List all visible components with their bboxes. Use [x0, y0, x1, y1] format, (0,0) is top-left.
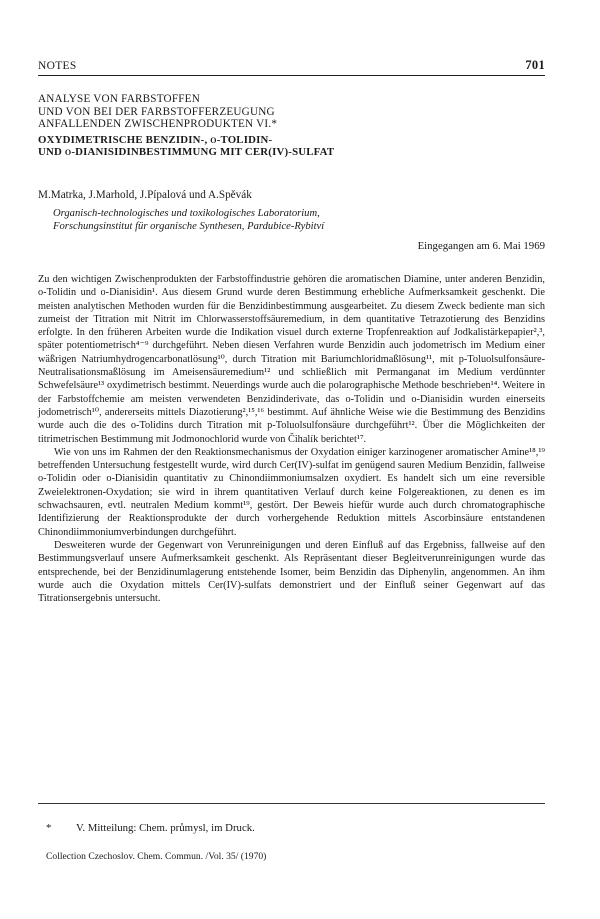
subtitle-line: OXYDIMETRISCHE BENZIDIN-, o-TOLIDIN-	[38, 133, 273, 146]
title-line: ANFALLENDEN ZWISCHENPRODUKTEN VI.*	[38, 118, 278, 131]
body-text	[38, 273, 545, 605]
authors: M.Matrka, J.Marhold, J.Pípalová und A.Spěvák	[38, 189, 252, 201]
footnote	[46, 822, 255, 834]
footnote-mark: *	[46, 822, 52, 834]
paragraph: Zu den wichtigen Zwischenprodukten der Farbstoffindustrie gehören die aromatischen Diamine, unter anderen Benzidin, o-Tolidin und o-Dianisidin¹. Aus diesem Grund wurde deren Bestimmung erhebliche Aufmerksamkeit geschenkt. Die meisten analytischen Methoden wurden für die Benzidinbestimmung ausgearbeitet. Zu diesem Zweck bediente man sich zumeist der Titration mit Nitrit im Chlorwasserstoffsäuremedium, in dem quantitative Tetrazotierung des Benzidins erfolgte. In den früheren Arbeiten wurde die Indikation visuel durch externe Tropfenreaktion auf Jodkalistärkepapier²,³, später potentiometrisch⁴⁻⁹ durchgeführt. Neben diesen Verfahren wurde Benzidin auch jodometrisch im Medium einer wäßrigen Natriumhydrogencarbonatlösung¹⁰, durch Titration mit Bariumchloridmaßlösung¹¹, mit p-Toluolsulfonsäure-Neutralisationsmaßlösung im Ameisensäuremedium¹² und schließlich mit Permanganat im Medium verdünnter Schwefelsäure¹³ oxydimetrisch bestimmt. Neuerdings wurde auch die polarographische Methode beschrieben¹⁴. Weitere in der Farbstoffchemie am meisten verwendeten Benzidinderivate, das o-Tolidin und o-Dianisidin wurden einerseits jodometrisch¹⁰, andererseits mittels Diazotierung²,¹⁵,¹⁶ bestimmt. Auf ähnliche Weise wie die Bestimmung des Benzidins wurde auch die des o-Tolidins durch Titration mit p-Toluolsulfonsäure durchgeführt¹². Über die Möglichkeiten der titrimetrischen Bestimmung mit Jodmonochlorid wurde von Čihalík berichtet¹⁷.	[38, 274, 545, 445]
footnote-divider	[38, 803, 545, 804]
paragraph: Wie von uns im Rahmen der den Reaktionsmechanismus der Oxydation einiger karzinogener aromatischer Amine¹⁸,¹⁹ betreffenden Untersuchung festgestellt wurde, wird durch Cer(IV)-sulfat im genügend sauren Medium Benzidin, fallweise o-Tolidin oder o-Dianisidin quantitativ zu Chinondiimmoniumsalzen oxydiert. Es handelt sich um eine reversible Zweielektronen-Oxydation; sie wird in ihrem quantitativen Verlauf durch keine Folgereaktionen, zu denen es im schwachsauren, evtl. neutralen Medium kommt¹⁹, gestört. Der Beweis hiefür wurde auch durch chromatographische Identifizierung der Reaktionsprodukte der durch vorhergehende Reduktion mittels Ascorbinsäure entstandenen Chinondiimmoniumverbindungen durchgeführt.	[38, 446, 545, 538]
paragraph: Desweiteren wurde der Gegenwart von Verunreinigungen und deren Einfluß auf das Ergebniss, fallweise auf den Bestimmungsverlauf unsere Aufmerksamkeit geschenkt. Als Repräsentant dieser Begleitverunreinigungen wurde das entsprechende, bei der Benzidinumlagerung entstehende Isomer, beim Benzidin das Diphenylin, angenommen. An ihm wurde auch die Oxydation mittels Cer(IV)-sulfats demonstriert und der Einfluß seiner Gegenwart auf das Titrationsergebnis untersucht.	[38, 539, 545, 605]
footnote-text: V. Mitteilung: Chem. průmysl, im Druck.	[76, 822, 255, 834]
title-line: ANALYSE VON FARBSTOFFEN	[38, 93, 200, 105]
affiliation-line: Organisch-technologisches und toxikologisches Laboratorium,	[53, 208, 320, 219]
journal-citation: Collection Czechoslov. Chem. Commun. /Vol. 35/ (1970)	[46, 851, 267, 862]
title-line: UND VON BEI DER FARBSTOFFERZEUGUNG	[38, 105, 275, 118]
running-header	[38, 58, 545, 76]
section-label: NOTES	[38, 60, 77, 72]
subtitle-line: UND o-DIANISIDINBESTIMMUNG MIT CER(IV)-SULFAT	[38, 145, 335, 158]
page-number: 701	[525, 58, 545, 72]
received-date: Eingegangen am 6. Mai 1969	[417, 240, 545, 252]
affiliation-line: Forschungsinstitut für organische Synthesen, Pardubice-Rybitví	[53, 221, 325, 233]
affiliation	[53, 207, 324, 234]
title-block	[38, 93, 545, 158]
